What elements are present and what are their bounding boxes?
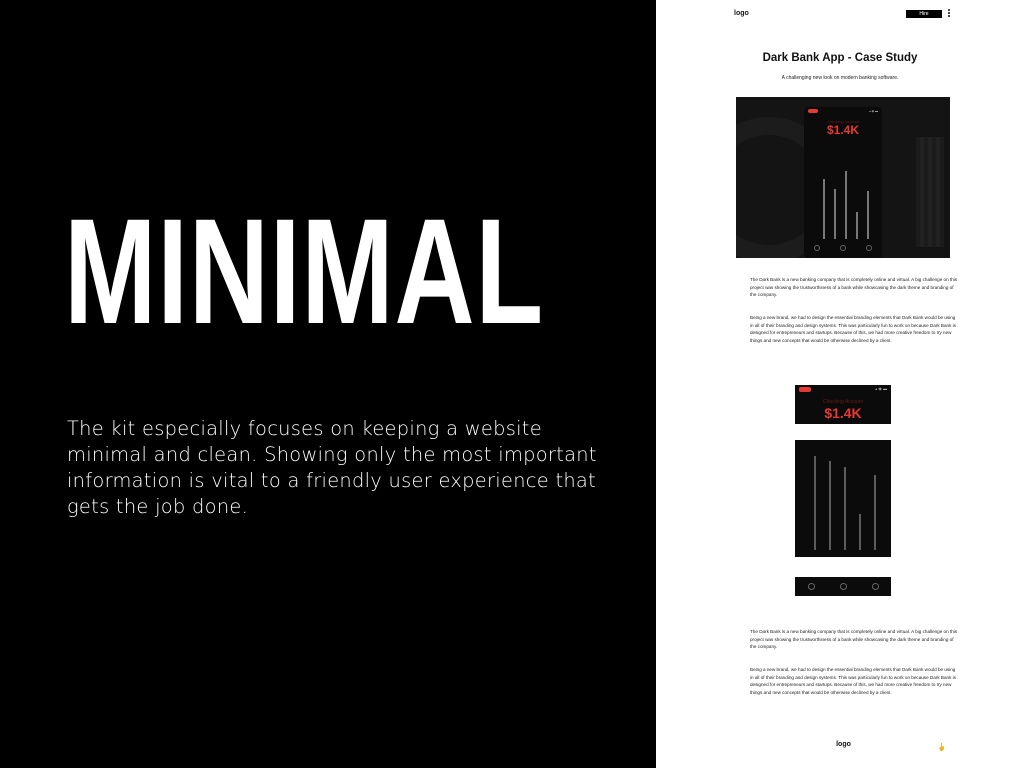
kebab-menu-icon[interactable] [948,9,951,19]
red-pill-badge [799,387,811,392]
paragraph-2: Being a new brand, we had to design the essential branding elements that Dark Bank would be using in all of their branding and design systems. This was particularly fun to work on because Dark Bank is designed for entrepreneurs and startups. Because of this, we had more creative freedom to try new things and new concepts that would be otherwise declined by a client. [750,315,956,344]
chart-bar [829,461,831,550]
page-subtitle: A challenging new look on modern banking software. [781,75,899,81]
chart-bar [844,467,846,550]
page-title: Dark Bank App - Case Study [762,52,918,64]
hero-balance: $1.4K [826,123,860,137]
phone-nav [804,245,882,251]
hero-balance-label: Checking Account [826,119,860,124]
header-logo[interactable]: logo [734,10,749,17]
nav-home-icon [808,583,815,590]
red-pill-badge [808,109,818,113]
balance-card [795,385,891,424]
body-copy: The kit especially focuses on keeping a website minimal and clean. Showing only the most important information is vital to a friendly user experience that gets the job done. [67,417,597,518]
status-bar-icons: ▴ ◉ ▬ [869,109,878,113]
chart-bar [867,191,869,239]
hero-image [736,97,950,258]
chart-bar [834,189,836,239]
background-column [916,137,944,247]
paragraph-1: The Dark Bank is a new banking company that is completely online and virtual. A big challenge on this project was showing the trustworthiness of a bank while showcasing the dark theme and branding of the company. [750,277,958,298]
page-preview [656,0,1024,768]
chart-bar [859,514,861,550]
chart-bar [845,171,847,239]
nav-profile-icon [872,583,879,590]
bar-chart-card [795,440,891,557]
card-balance-label: Checking Account [822,399,864,405]
card-balance: $1.4K [824,405,862,421]
card-bar-chart [807,446,883,550]
paragraph-4: Being a new brand, we had to design the essential branding elements that Dark Bank would be using in all of their branding and design systems. This was particularly fun to work on because Dark Bank is designed for entrepreneurs and startups. Because of this, we had more creative freedom to try new things and new concepts that would be otherwise declined by a client. [750,667,956,696]
chart-bar [814,456,816,550]
footer-logo[interactable]: logo [836,741,851,748]
nav-profile-icon [866,245,872,251]
nav-cards-icon [840,245,846,251]
hire-button[interactable]: Hire [906,10,942,18]
nav-card [795,577,891,596]
hero-bar-chart [818,159,874,239]
chart-bar [856,212,858,239]
status-bar-icons: ▴ ◉ ▬ [875,386,887,391]
paragraph-3: The Dark Bank is a new banking company that is completely online and virtual. A big challenge on this project was showing the trustworthiness of a bank while showcasing the dark theme and branding of the company. [750,629,958,650]
nav-cards-icon [840,583,847,590]
phone-mockup [804,107,882,258]
chart-bar [823,179,825,239]
nav-home-icon [814,245,820,251]
chart-bar [874,475,876,550]
headline: MINIMAL [64,187,544,355]
hand-icon [939,743,945,751]
